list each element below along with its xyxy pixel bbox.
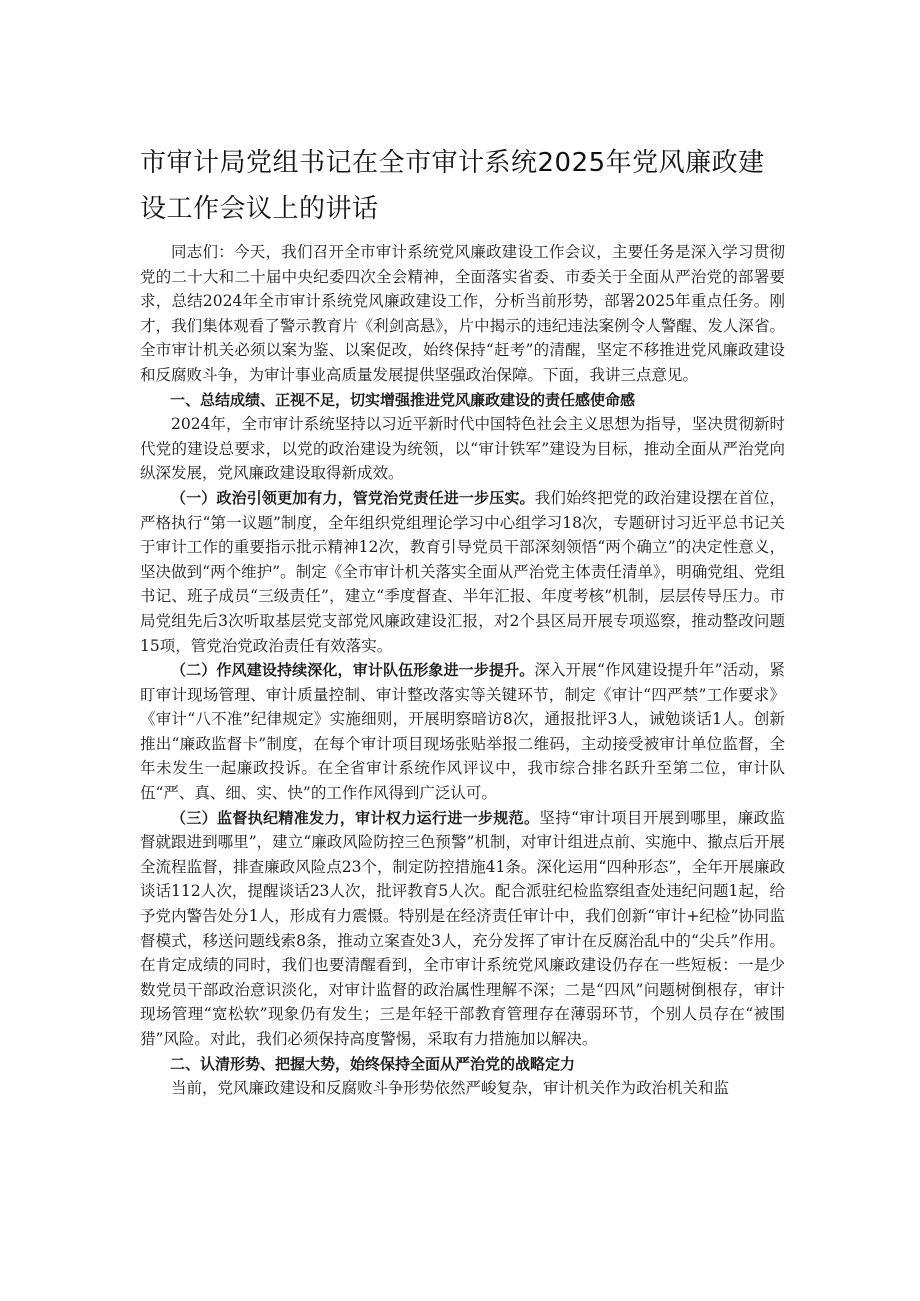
subsection-3-body: 坚持“审计项目开展到哪里，廉政监督就跟进到哪里”，建立“廉政风险防控三色预警”机制，对审计组进点前、实施中、撤点后开展全流程监督，排查廉政风险点23个，制定防控措施41条。深化运用“四种形态”，全年开展廉政谈话112人次，提醒谈话23人次，批评教育5人次。配合派驻纪检监察组查处违纪问题1起，给予党内警告处分1人，形成有力震慑。特别是在经济责任审计中，我们创新“审计+纪检”协同监督模式，移送问题线索8条，推动立案查处3人，充分发挥了审计在反腐治乱中的“尖兵”作用。在肯定成绩的同时，我们也要清醒看到，全市审计系统党风廉政建设仍存在一些短板：一是少数党员干部政治意识淡化，对审计监督的政治属性理解不深；二是“四风”问题树倒根存，审计现场管理“宽松软”现象仍有发生；三是年轻干部教育管理存在薄弱环节，个别人员存在“被围猎”风险。对此，我们必须保持高度警惕，采取有力措施加以解决。 xyxy=(140,808,785,1048)
section-1-intro-paragraph: 2024年，全市审计系统坚持以习近平新时代中国特色社会主义思想为指导，坚决贯彻新时代党的建设总要求，以党的政治建设为统领，以“审计铁军”建设为目标，推动全面从严治党向纵深发展，党风廉政建设取得新成效。 xyxy=(140,415,785,483)
subsection-1-paragraph xyxy=(140,486,785,658)
section-2-intro-paragraph: 当前，党风廉政建设和反腐败斗争形势依然严峻复杂，审计机关作为政治机关和监 xyxy=(171,1079,730,1098)
section-heading-1: 一、总结成绩、正视不足，切实增强推进党风廉政建设的责任感使命感 xyxy=(170,390,636,409)
subsection-2-paragraph xyxy=(140,658,785,806)
document-body xyxy=(140,240,785,1101)
subsection-2-lead: （二）作风建设持续深化，审计队伍形象进一步提升。 xyxy=(171,661,535,680)
subsection-1-lead: （一）政治引领更加有力，管党治党责任进一步压实。 xyxy=(171,488,535,507)
subsection-3-paragraph xyxy=(140,806,785,1052)
subsection-3-lead: （三）监督执纪精准发力，审计权力运行进一步规范。 xyxy=(171,808,540,827)
document-title: 市审计局党组书记在全市审计系统2025年党风廉政建设工作会议上的讲话 xyxy=(140,148,765,224)
subsection-1-body: 我们始终把党的政治建设摆在首位，严格执行“第一议题”制度，全年组织党组理论学习中心组学习18次，专题研讨习近平总书记关于审计工作的重要指示批示精神12次，教育引导党员干部深刻领悟“两个确立”的决定性意义，坚决做到“两个维护”。制定《全市审计机关落实全面从严治党主体责任清单》，明确党组、党组书记、班子成员“三级责任”，建立“季度督查、半年汇报、年度考核”机制，层层传导压力。市局党组先后3次听取基层党支部党风廉政建设汇报，对2个县区局开展专项巡察，推动整改问题15项，管党治党政治责任有效落实。 xyxy=(140,488,785,655)
section-heading-2: 二、认清形势、把握大势，始终保持全面从严治党的战略定力 xyxy=(170,1054,576,1073)
subsection-2-body: 深入开展“作风建设提升年”活动，紧盯审计现场管理、审计质量控制、审计整改落实等关键环节，制定《审计“四严禁”工作要求》《审计“八不准”纪律规定》实施细则，开展明察暗访8次，通报批评3人，诫勉谈话1人。创新推出“廉政监督卡”制度，在每个审计项目现场张贴举报二维码，主动接受被审计单位监督，全年未发生一起廉政投诉。在全省审计系统作风评议中，我市综合排名跃升至第二位，审计队伍“严、真、细、实、快”的工作作风得到广泛认可。 xyxy=(140,661,785,803)
opening-paragraph: 同志们：今天，我们召开全市审计系统党风廉政建设工作会议，主要任务是深入学习贯彻党的二十大和二十届中央纪委四次全会精神，全面落实省委、市委关于全面从严治党的部署要求，总结2024年全市审计系统党风廉政建设工作，分析当前形势，部署2025年重点任务。刚才，我们集体观看了警示教育片《利剑高悬》，片中揭示的违纪违法案例令人警醒、发人深省。全市审计机关必须以案为鉴、以案促改，始终保持“赶考”的清醒，坚定不移推进党风廉政建设和反腐败斗争，为审计事业高质量发展提供坚强政治保障。下面，我讲三点意见。 xyxy=(140,243,785,384)
